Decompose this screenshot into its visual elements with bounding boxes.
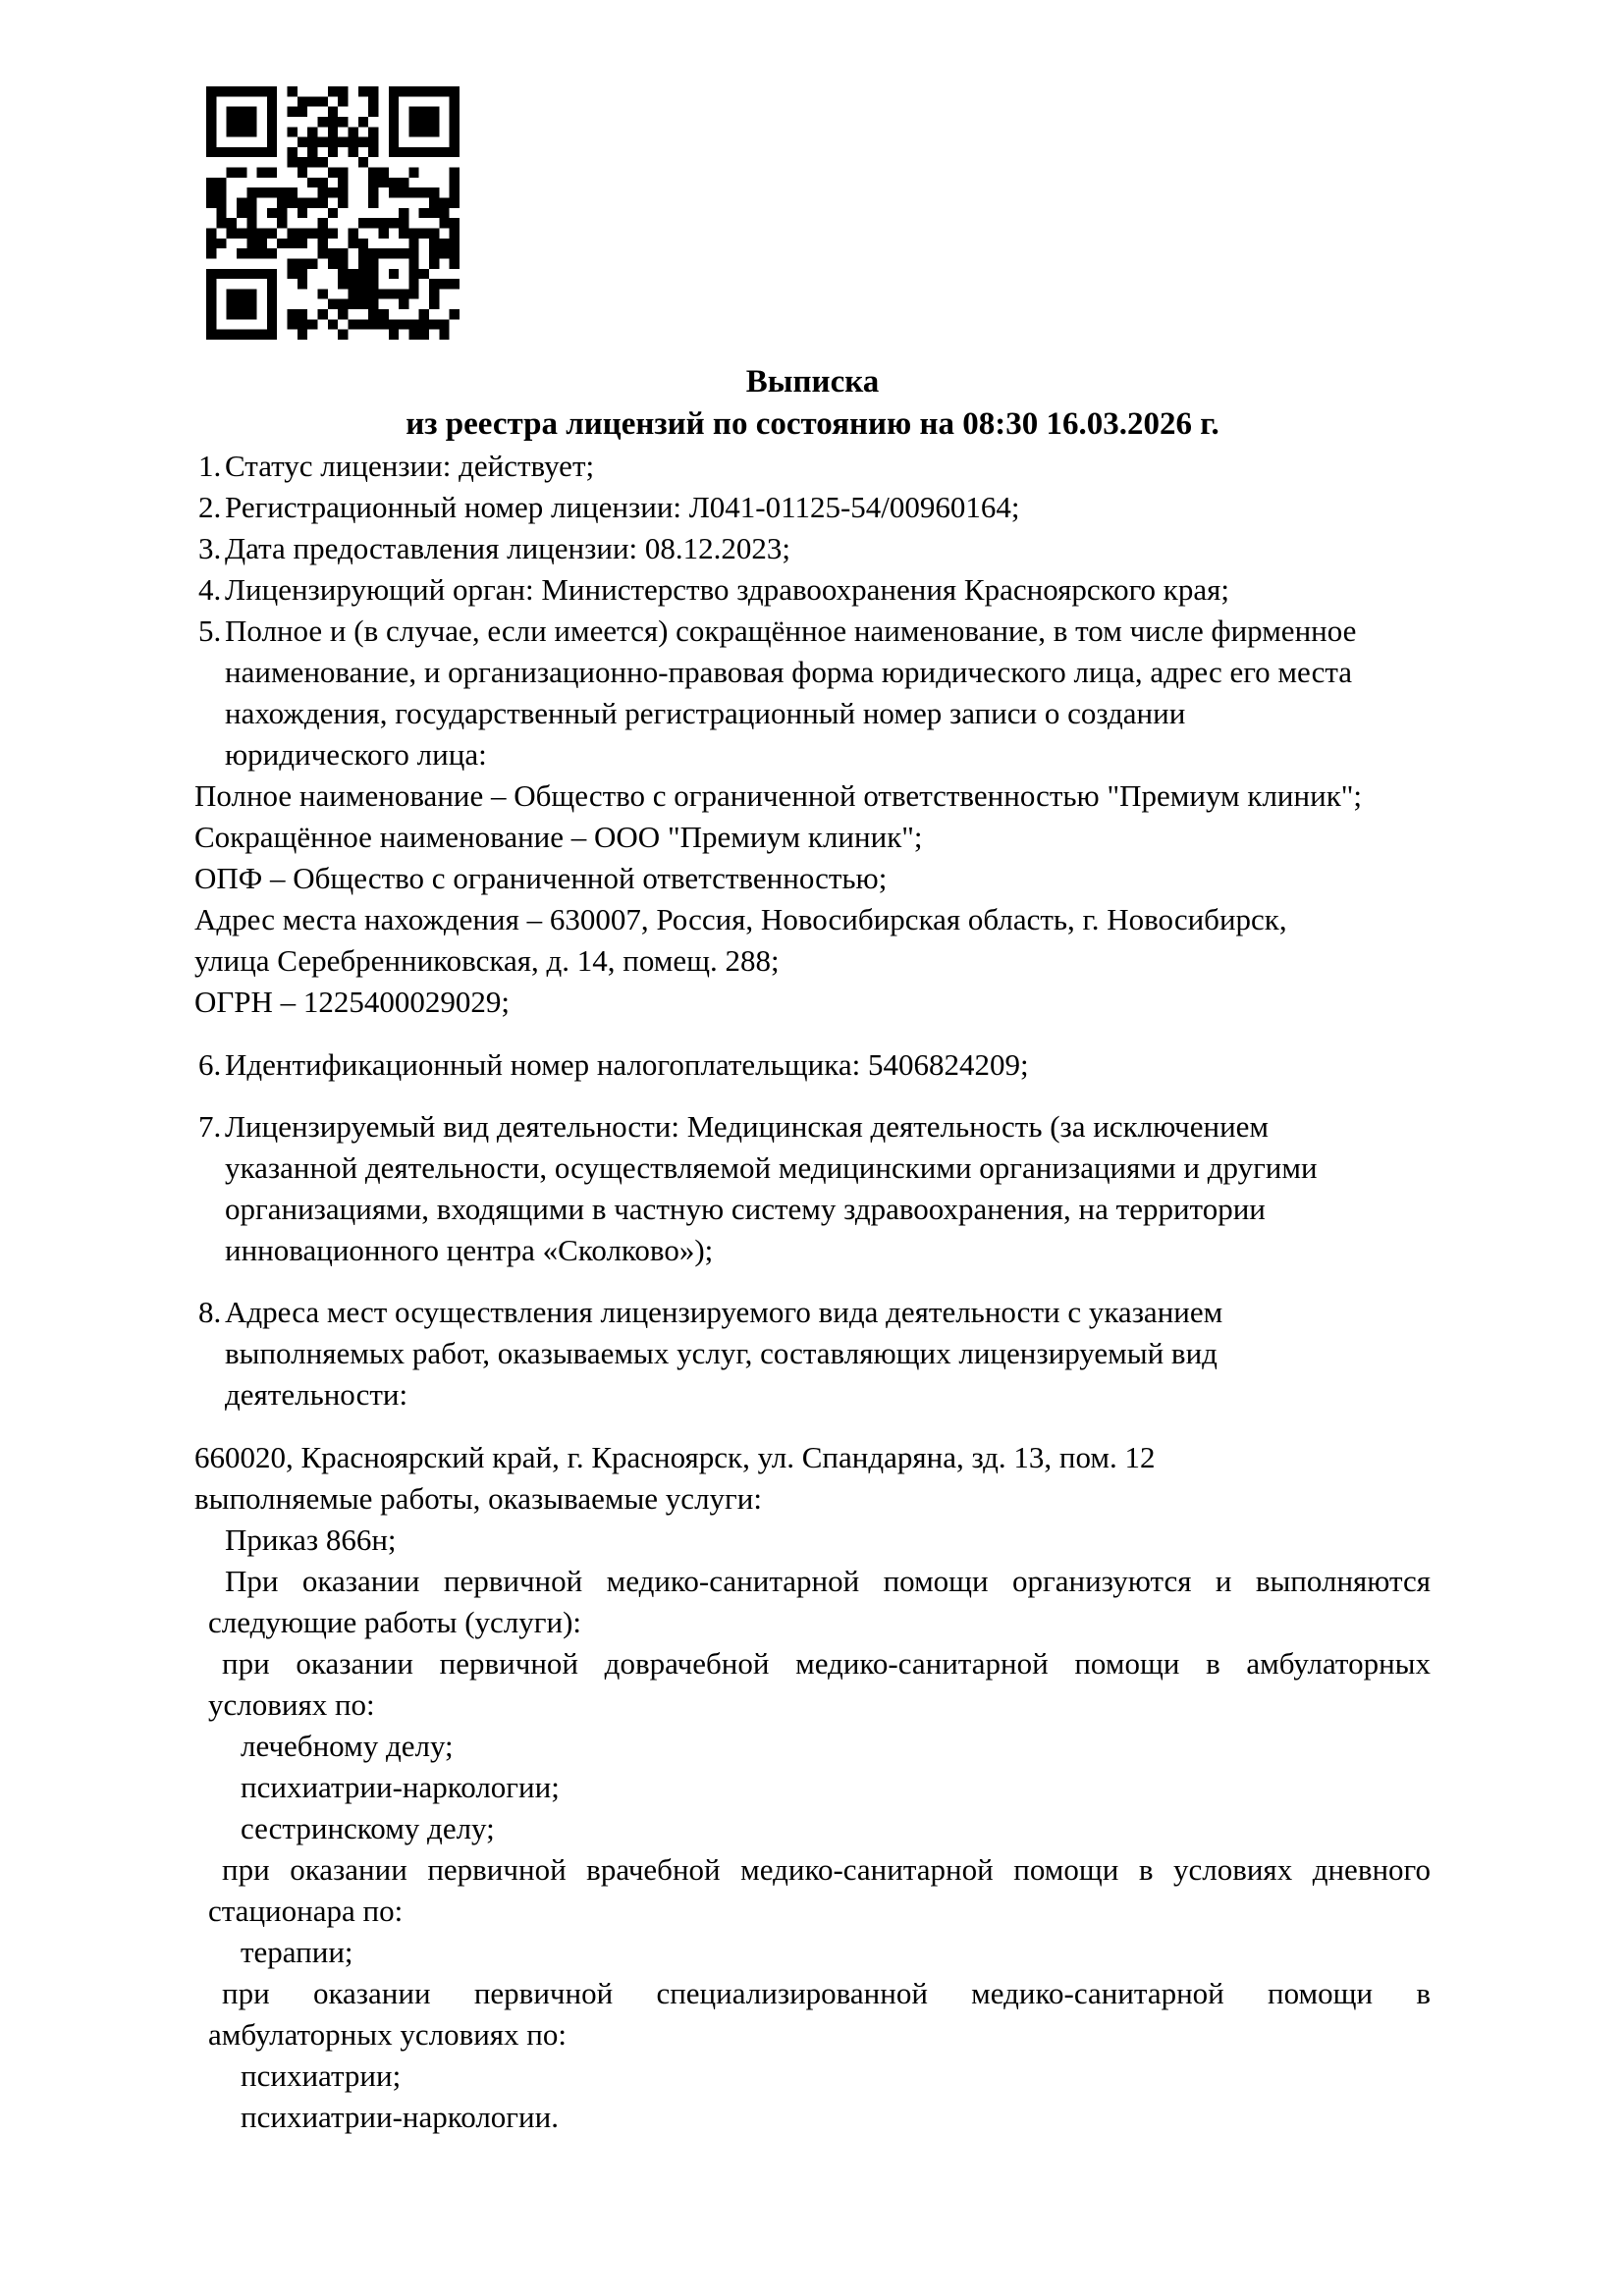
item-8-number: 8. <box>198 1295 222 1329</box>
item-3-number: 3. <box>198 531 222 565</box>
item-7-text-line2: указанной деятельности, осуществляемой медицинскими организациями и другими <box>225 1150 1318 1185</box>
activity-paragraph-2-line2: условиях по: <box>208 1687 375 1722</box>
qr-code-icon <box>206 86 460 340</box>
license-item-5 <box>198 611 1624 652</box>
item-2-number: 2. <box>198 490 222 524</box>
activity-paragraph-4-line1: при оказании первичной специализированной медико-санитарной помощи в <box>222 1976 1431 2010</box>
item-6-number: 6. <box>198 1047 222 1082</box>
license-item-8 <box>198 1292 1624 1333</box>
license-item-3 <box>198 528 1624 569</box>
item-7-text-line3: организациями, входящими в частную систему здравоохранения, на территории <box>225 1192 1266 1226</box>
item-2-text: Регистрационный номер лицензии: Л041-01125-54/00960164; <box>225 490 1020 524</box>
item-5-text-line4: юридического лица: <box>225 737 487 772</box>
org-address-line1: Адрес места нахождения – 630007, Россия, Новосибирская область, г. Новосибирск, <box>194 902 1287 936</box>
item-6-text: Идентификационный номер налогоплательщика: 5406824209; <box>225 1047 1029 1082</box>
activity-paragraph-3-line1: при оказании первичной врачебной медико-санитарной помощи в условиях дневного <box>222 1852 1431 1887</box>
activity-paragraph-4-line2: амбулаторных условиях по: <box>208 2017 568 2052</box>
item-5-number: 5. <box>198 614 222 648</box>
license-item-2 <box>198 487 1624 528</box>
item-5-text-line2: наименование, и организационно-правовая форма юридического лица, адрес его места <box>225 655 1353 689</box>
license-item-7 <box>198 1106 1624 1148</box>
org-ogrn: ОГРН – 1225400029029; <box>194 985 511 1019</box>
item-3-text: Дата предоставления лицензии: 08.12.2023; <box>225 531 791 565</box>
license-item-1 <box>198 446 1624 487</box>
service-item-general-practice: лечебному делу; <box>241 1729 454 1763</box>
activity-paragraph-1-line2: следующие работы (услуги): <box>208 1605 582 1639</box>
org-legal-form: ОПФ – Общество с ограниченной ответственностью; <box>194 861 888 895</box>
item-8-text-line1: Адреса мест осуществления лицензируемого вида деятельности с указанием <box>225 1295 1223 1329</box>
item-8-text-line3: деятельности: <box>225 1377 408 1412</box>
item-4-text: Лицензирующий орган: Министерство здравоохранения Красноярского края; <box>225 572 1229 607</box>
item-5-text-line3: нахождения, государственный регистрационный номер записи о создании <box>225 696 1186 730</box>
item-1-number: 1. <box>198 449 222 483</box>
item-1-text: Статус лицензии: действует; <box>225 449 595 483</box>
item-5-text-line1: Полное и (в случае, если имеется) сокращённое наименование, в том числе фирменное <box>225 614 1357 648</box>
service-item-therapy: терапии; <box>241 1935 353 1969</box>
document-title-line1: Выписка <box>745 364 880 400</box>
activity-paragraph-2-line1: при оказании первичной доврачебной медико-санитарной помощи в амбулаторных <box>222 1646 1431 1681</box>
service-item-nursing: сестринскому делу; <box>241 1811 495 1845</box>
item-4-number: 4. <box>198 572 222 607</box>
item-7-text-line4: инновационного центра «Сколково»); <box>225 1233 714 1267</box>
activity-paragraph-3-line2: стационара по: <box>208 1894 404 1928</box>
activity-address: 660020, Красноярский край, г. Красноярск, ул. Спандаряна, зд. 13, пом. 12 <box>194 1440 1156 1474</box>
org-short-name: Сокращённое наименование – ООО "Премиум клиник"; <box>194 820 923 854</box>
item-7-text-line1: Лицензируемый вид деятельности: Медицинская деятельность (за исключением <box>225 1109 1270 1144</box>
service-item-psychiatry-narcology-2: психиатрии-наркологии. <box>241 2100 559 2134</box>
license-item-6 <box>198 1044 1624 1086</box>
activity-works-label: выполняемые работы, оказываемые услуги: <box>194 1481 762 1516</box>
license-item-4 <box>198 569 1624 611</box>
org-full-name: Полное наименование – Общество с ограниченной ответственностью "Премиум клиник"; <box>194 778 1363 813</box>
item-8-text-line2: выполняемых работ, оказываемых услуг, составляющих лицензируемый вид <box>225 1336 1218 1370</box>
service-item-psychiatry-narcology-1: психиатрии-наркологии; <box>241 1770 560 1804</box>
activity-order: Приказ 866н; <box>225 1522 397 1557</box>
service-item-psychiatry: психиатрии; <box>241 2058 402 2093</box>
document-title-line2: из реестра лицензий по состоянию на 08:30 16.03.2026 г. <box>406 406 1219 442</box>
item-7-number: 7. <box>198 1109 222 1144</box>
activity-paragraph-1-line1: При оказании первичной медико-санитарной помощи организуются и выполняются <box>225 1564 1431 1598</box>
org-address-line2: улица Серебренниковская, д. 14, помещ. 288; <box>194 943 780 978</box>
